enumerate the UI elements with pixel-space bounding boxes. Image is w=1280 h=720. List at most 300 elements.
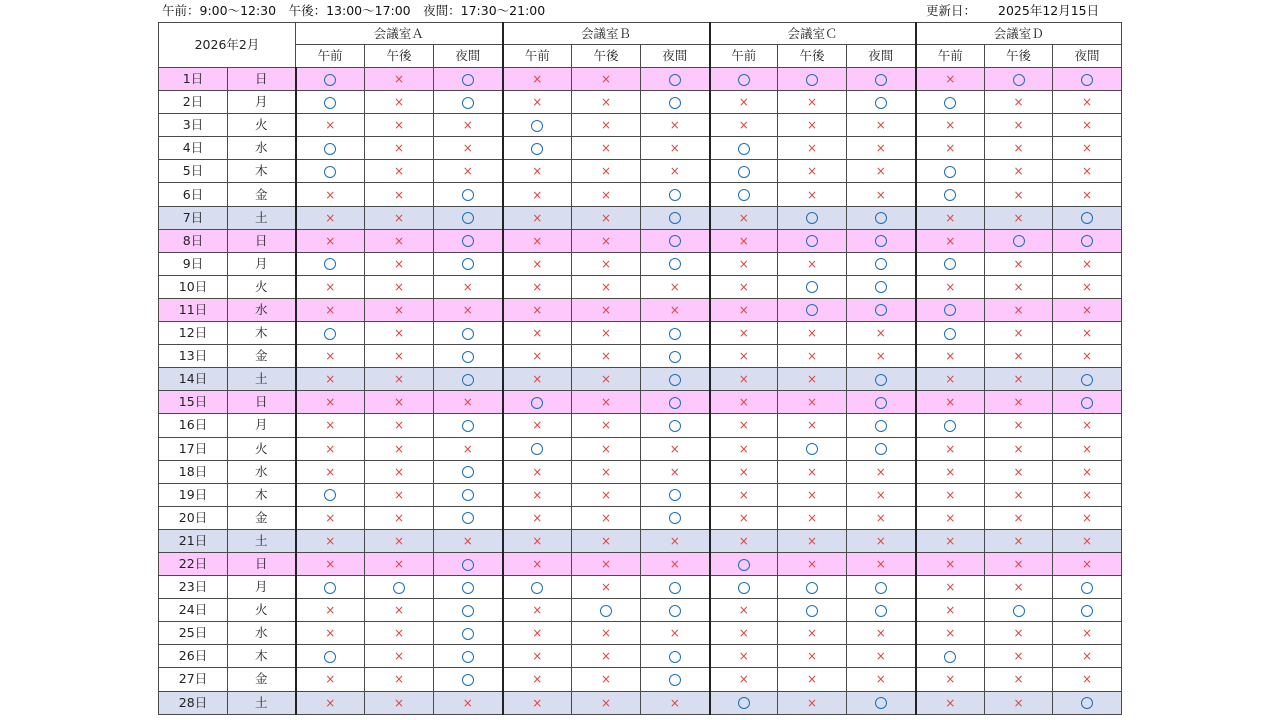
slot-room-c-pm — [778, 691, 847, 714]
unavailable-cross-icon: × — [875, 187, 886, 202]
unavailable-cross-icon: × — [325, 557, 336, 572]
available-circle-icon — [462, 466, 474, 478]
unavailable-cross-icon: × — [1013, 580, 1024, 595]
available-circle-icon — [531, 397, 543, 409]
unavailable-cross-icon: × — [532, 302, 543, 317]
slot-room-a-am — [296, 483, 365, 506]
weekday: 土 — [228, 691, 296, 714]
slot-room-a-pm — [365, 368, 434, 391]
slot-room-a-pm — [365, 622, 434, 645]
available-circle-icon — [324, 166, 336, 178]
unavailable-cross-icon: × — [325, 533, 336, 548]
slot-room-a-pm — [365, 437, 434, 460]
day-row — [159, 183, 1122, 206]
available-circle-icon — [669, 420, 681, 432]
day-number: 11日 — [159, 298, 228, 321]
day-row — [159, 137, 1122, 160]
weekday: 日 — [228, 68, 296, 91]
available-circle-icon — [324, 328, 336, 340]
slot-room-d-pm — [985, 391, 1053, 414]
unavailable-cross-icon: × — [1013, 557, 1024, 572]
updated-info — [926, 3, 1099, 19]
available-circle-icon — [462, 212, 474, 224]
available-circle-icon — [944, 420, 956, 432]
slot-room-b-night — [641, 91, 710, 114]
available-circle-icon — [669, 235, 681, 247]
day-number: 5日 — [159, 160, 228, 183]
slot-room-c-am — [710, 645, 778, 668]
slot-room-d-am — [916, 137, 985, 160]
slot-room-d-pm — [985, 506, 1053, 529]
unavailable-cross-icon: × — [393, 603, 405, 618]
unavailable-cross-icon: × — [600, 672, 612, 687]
slot-room-c-night — [847, 552, 916, 575]
slot-room-d-pm — [985, 599, 1053, 622]
unavailable-cross-icon: × — [1081, 672, 1093, 687]
slot-room-c-am — [710, 529, 778, 552]
slot-room-c-night — [847, 368, 916, 391]
available-circle-icon — [324, 97, 336, 109]
slot-room-d-am — [916, 437, 985, 460]
slot-room-c-night — [847, 322, 916, 345]
slot-room-d-night — [1053, 137, 1122, 160]
day-row — [159, 691, 1122, 714]
slot-room-c-am — [710, 252, 778, 275]
unavailable-cross-icon: × — [393, 395, 405, 410]
unavailable-cross-icon: × — [600, 187, 612, 202]
slot-room-d-night — [1053, 368, 1122, 391]
slot-room-b-am — [503, 322, 572, 345]
slot-room-c-pm — [778, 252, 847, 275]
unavailable-cross-icon: × — [1013, 141, 1024, 156]
slot-room-c-pm — [778, 298, 847, 321]
slot-room-b-pm — [572, 576, 641, 599]
unavailable-cross-icon: × — [600, 695, 612, 710]
slot-room-a-pm — [365, 229, 434, 252]
day-number: 28日 — [159, 691, 228, 714]
unavailable-cross-icon: × — [393, 210, 405, 225]
unavailable-cross-icon: × — [738, 672, 749, 687]
available-circle-icon — [324, 489, 336, 501]
slot-room-c-pm — [778, 391, 847, 414]
slot-room-b-am — [503, 414, 572, 437]
unavailable-cross-icon: × — [738, 395, 749, 410]
slot-room-a-am — [296, 252, 365, 275]
slot-room-a-night — [434, 322, 503, 345]
available-circle-icon — [462, 97, 474, 109]
slot-room-b-pm — [572, 645, 641, 668]
slot-room-b-night — [641, 437, 710, 460]
weekday: 木 — [228, 322, 296, 345]
available-circle-icon — [669, 512, 681, 524]
slot-room-a-am — [296, 576, 365, 599]
available-circle-icon — [462, 374, 474, 386]
slot-room-c-pm — [778, 622, 847, 645]
available-circle-icon — [738, 697, 750, 709]
slot-room-a-night — [434, 437, 503, 460]
slot-room-b-pm — [572, 206, 641, 229]
slot-room-a-pm — [365, 322, 434, 345]
slot-room-a-pm — [365, 460, 434, 483]
unavailable-cross-icon: × — [325, 187, 336, 202]
available-circle-icon — [669, 674, 681, 686]
day-row — [159, 368, 1122, 391]
weekday: 金 — [228, 183, 296, 206]
unavailable-cross-icon: × — [669, 557, 680, 572]
slot-room-c-pm — [778, 414, 847, 437]
available-circle-icon — [462, 674, 474, 686]
slot-room-d-night — [1053, 206, 1122, 229]
slot-room-a-pm — [365, 506, 434, 529]
weekday: 金 — [228, 345, 296, 368]
unavailable-cross-icon: × — [669, 626, 680, 641]
weekday: 火 — [228, 275, 296, 298]
unavailable-cross-icon: × — [875, 510, 886, 525]
unavailable-cross-icon: × — [393, 164, 405, 179]
slot-room-c-night — [847, 529, 916, 552]
weekday: 月 — [228, 576, 296, 599]
unavailable-cross-icon: × — [875, 487, 886, 502]
slot-room-a-night — [434, 160, 503, 183]
day-number: 25日 — [159, 622, 228, 645]
slot-room-b-pm — [572, 229, 641, 252]
slot-room-d-pm — [985, 437, 1053, 460]
slot-room-c-am — [710, 322, 778, 345]
slot-room-d-night — [1053, 437, 1122, 460]
period-am-header: 午前 — [916, 45, 985, 68]
day-row — [159, 552, 1122, 575]
day-row — [159, 298, 1122, 321]
available-circle-icon — [944, 328, 956, 340]
available-circle-icon — [875, 258, 887, 270]
slot-room-d-night — [1053, 691, 1122, 714]
slot-room-b-pm — [572, 114, 641, 137]
unavailable-cross-icon: × — [738, 510, 749, 525]
slot-room-c-pm — [778, 645, 847, 668]
slot-room-b-am — [503, 391, 572, 414]
slot-room-c-am — [710, 368, 778, 391]
slot-room-d-night — [1053, 298, 1122, 321]
slot-room-d-pm — [985, 68, 1053, 91]
slot-room-c-am — [710, 391, 778, 414]
available-circle-icon — [462, 559, 474, 571]
slot-room-a-am — [296, 599, 365, 622]
unavailable-cross-icon: × — [1081, 187, 1093, 202]
unavailable-cross-icon: × — [393, 141, 405, 156]
unavailable-cross-icon: × — [1013, 533, 1024, 548]
unavailable-cross-icon: × — [1013, 672, 1024, 687]
unavailable-cross-icon: × — [738, 95, 749, 110]
unavailable-cross-icon: × — [532, 672, 543, 687]
slot-room-a-pm — [365, 345, 434, 368]
unavailable-cross-icon: × — [806, 649, 818, 664]
available-circle-icon — [738, 74, 750, 86]
slot-room-d-am — [916, 345, 985, 368]
day-row — [159, 345, 1122, 368]
unavailable-cross-icon: × — [1013, 372, 1024, 387]
slot-room-b-night — [641, 114, 710, 137]
slot-room-a-night — [434, 622, 503, 645]
slot-room-a-am — [296, 68, 365, 91]
slot-room-d-am — [916, 206, 985, 229]
unavailable-cross-icon: × — [806, 510, 818, 525]
weekday: 水 — [228, 298, 296, 321]
weekday: 水 — [228, 137, 296, 160]
unavailable-cross-icon: × — [945, 487, 956, 502]
day-number: 18日 — [159, 460, 228, 483]
day-number: 21日 — [159, 529, 228, 552]
slot-room-d-night — [1053, 322, 1122, 345]
available-circle-icon — [531, 443, 543, 455]
slot-room-b-pm — [572, 391, 641, 414]
slot-room-b-pm — [572, 552, 641, 575]
unavailable-cross-icon: × — [600, 118, 612, 133]
slot-room-b-pm — [572, 368, 641, 391]
available-circle-icon — [806, 235, 818, 247]
unavailable-cross-icon: × — [945, 118, 956, 133]
unavailable-cross-icon: × — [945, 279, 956, 294]
unavailable-cross-icon: × — [325, 395, 336, 410]
unavailable-cross-icon: × — [532, 603, 543, 618]
slot-room-d-night — [1053, 668, 1122, 691]
slot-room-d-night — [1053, 275, 1122, 298]
business-hours-note: 午前：9:00～12:30 午後：13:00～17:00 夜間：17:30～21:00 — [162, 3, 546, 18]
unavailable-cross-icon: × — [806, 395, 818, 410]
unavailable-cross-icon: × — [1081, 510, 1093, 525]
unavailable-cross-icon: × — [669, 164, 680, 179]
slot-room-d-pm — [985, 483, 1053, 506]
slot-room-d-am — [916, 483, 985, 506]
unavailable-cross-icon: × — [462, 533, 473, 548]
available-circle-icon — [875, 605, 887, 617]
day-number: 22日 — [159, 552, 228, 575]
unavailable-cross-icon: × — [532, 164, 543, 179]
unavailable-cross-icon: × — [945, 580, 956, 595]
slot-room-b-am — [503, 645, 572, 668]
day-number: 24日 — [159, 599, 228, 622]
unavailable-cross-icon: × — [669, 302, 680, 317]
unavailable-cross-icon: × — [393, 649, 405, 664]
slot-room-d-am — [916, 160, 985, 183]
slot-room-d-night — [1053, 529, 1122, 552]
available-circle-icon — [462, 328, 474, 340]
slot-room-a-pm — [365, 691, 434, 714]
slot-room-d-night — [1053, 391, 1122, 414]
available-circle-icon — [669, 489, 681, 501]
available-circle-icon — [669, 97, 681, 109]
slot-room-c-am — [710, 622, 778, 645]
slot-room-d-night — [1053, 414, 1122, 437]
slot-room-c-am — [710, 437, 778, 460]
unavailable-cross-icon: × — [325, 210, 336, 225]
unavailable-cross-icon: × — [1081, 302, 1093, 317]
slot-room-d-am — [916, 552, 985, 575]
unavailable-cross-icon: × — [875, 649, 886, 664]
slot-room-c-night — [847, 275, 916, 298]
available-circle-icon — [531, 120, 543, 132]
room-b-header: 会議室Ｂ — [503, 23, 710, 45]
available-circle-icon — [669, 397, 681, 409]
unavailable-cross-icon: × — [1013, 395, 1024, 410]
slot-room-a-am — [296, 345, 365, 368]
unavailable-cross-icon: × — [945, 464, 956, 479]
unavailable-cross-icon: × — [532, 418, 543, 433]
available-circle-icon — [462, 651, 474, 663]
slot-room-b-am — [503, 460, 572, 483]
available-circle-icon — [531, 143, 543, 155]
available-circle-icon — [738, 166, 750, 178]
unavailable-cross-icon: × — [600, 626, 612, 641]
slot-room-b-night — [641, 552, 710, 575]
weekday: 月 — [228, 252, 296, 275]
day-row — [159, 252, 1122, 275]
slot-room-c-am — [710, 506, 778, 529]
unavailable-cross-icon: × — [325, 418, 336, 433]
period-night-header: 夜間 — [434, 45, 503, 68]
slot-room-b-am — [503, 552, 572, 575]
available-circle-icon — [806, 582, 818, 594]
available-circle-icon — [1081, 605, 1093, 617]
slot-room-c-am — [710, 298, 778, 321]
slot-room-b-night — [641, 506, 710, 529]
slot-room-c-am — [710, 345, 778, 368]
unavailable-cross-icon: × — [393, 302, 405, 317]
slot-room-b-pm — [572, 275, 641, 298]
slot-room-d-night — [1053, 576, 1122, 599]
slot-room-b-night — [641, 414, 710, 437]
slot-room-a-pm — [365, 298, 434, 321]
available-circle-icon — [738, 143, 750, 155]
available-circle-icon — [738, 189, 750, 201]
unavailable-cross-icon: × — [1081, 95, 1093, 110]
room-a-header: 会議室Ａ — [296, 23, 503, 45]
unavailable-cross-icon: × — [1081, 164, 1093, 179]
weekday: 月 — [228, 414, 296, 437]
slot-room-c-pm — [778, 68, 847, 91]
slot-room-c-night — [847, 668, 916, 691]
slot-room-c-pm — [778, 552, 847, 575]
unavailable-cross-icon: × — [738, 233, 749, 248]
day-number: 3日 — [159, 114, 228, 137]
unavailable-cross-icon: × — [600, 95, 612, 110]
slot-room-a-am — [296, 391, 365, 414]
slot-room-c-pm — [778, 599, 847, 622]
unavailable-cross-icon: × — [738, 533, 749, 548]
unavailable-cross-icon: × — [1013, 326, 1024, 341]
unavailable-cross-icon: × — [600, 233, 612, 248]
unavailable-cross-icon: × — [1081, 141, 1093, 156]
slot-room-a-pm — [365, 91, 434, 114]
slot-room-b-am — [503, 206, 572, 229]
unavailable-cross-icon: × — [806, 118, 818, 133]
weekday: 日 — [228, 391, 296, 414]
unavailable-cross-icon: × — [945, 510, 956, 525]
slot-room-b-pm — [572, 622, 641, 645]
unavailable-cross-icon: × — [1081, 626, 1093, 641]
slot-room-d-pm — [985, 275, 1053, 298]
available-circle-icon — [875, 697, 887, 709]
available-circle-icon — [1081, 74, 1093, 86]
available-circle-icon — [462, 351, 474, 363]
slot-room-d-night — [1053, 91, 1122, 114]
available-circle-icon — [324, 651, 336, 663]
slot-room-d-night — [1053, 599, 1122, 622]
day-row — [159, 529, 1122, 552]
weekday: 土 — [228, 206, 296, 229]
slot-room-c-am — [710, 552, 778, 575]
unavailable-cross-icon: × — [738, 603, 749, 618]
slot-room-d-pm — [985, 91, 1053, 114]
unavailable-cross-icon: × — [532, 372, 543, 387]
unavailable-cross-icon: × — [875, 118, 886, 133]
slot-room-c-pm — [778, 483, 847, 506]
slot-room-b-pm — [572, 483, 641, 506]
unavailable-cross-icon: × — [945, 349, 956, 364]
slot-room-c-night — [847, 506, 916, 529]
unavailable-cross-icon: × — [1081, 349, 1093, 364]
slot-room-b-pm — [572, 252, 641, 275]
available-circle-icon — [875, 443, 887, 455]
slot-room-c-am — [710, 229, 778, 252]
available-circle-icon — [875, 582, 887, 594]
day-row — [159, 460, 1122, 483]
unavailable-cross-icon: × — [325, 603, 336, 618]
unavailable-cross-icon: × — [532, 326, 543, 341]
slot-room-b-am — [503, 529, 572, 552]
unavailable-cross-icon: × — [738, 326, 749, 341]
available-circle-icon — [462, 628, 474, 640]
unavailable-cross-icon: × — [532, 510, 543, 525]
slot-room-a-pm — [365, 183, 434, 206]
slot-room-b-am — [503, 576, 572, 599]
weekday: 月 — [228, 91, 296, 114]
available-circle-icon — [738, 582, 750, 594]
slot-room-a-am — [296, 645, 365, 668]
slot-room-a-pm — [365, 275, 434, 298]
slot-room-b-night — [641, 576, 710, 599]
available-circle-icon — [669, 651, 681, 663]
day-row — [159, 391, 1122, 414]
slot-room-c-night — [847, 252, 916, 275]
slot-room-a-night — [434, 506, 503, 529]
weekday: 土 — [228, 368, 296, 391]
slot-room-d-am — [916, 691, 985, 714]
slot-room-a-pm — [365, 252, 434, 275]
slot-room-a-am — [296, 137, 365, 160]
unavailable-cross-icon: × — [806, 164, 818, 179]
available-circle-icon — [875, 235, 887, 247]
slot-room-c-am — [710, 599, 778, 622]
unavailable-cross-icon: × — [669, 695, 680, 710]
slot-room-c-pm — [778, 137, 847, 160]
day-row — [159, 576, 1122, 599]
slot-room-c-night — [847, 298, 916, 321]
unavailable-cross-icon: × — [945, 395, 956, 410]
unavailable-cross-icon: × — [532, 95, 543, 110]
unavailable-cross-icon: × — [393, 441, 405, 456]
unavailable-cross-icon: × — [532, 557, 543, 572]
slot-room-a-night — [434, 668, 503, 691]
weekday: 火 — [228, 437, 296, 460]
slot-room-a-night — [434, 576, 503, 599]
unavailable-cross-icon: × — [600, 72, 612, 87]
slot-room-a-night — [434, 298, 503, 321]
day-number: 9日 — [159, 252, 228, 275]
slot-room-c-night — [847, 91, 916, 114]
slot-room-b-am — [503, 668, 572, 691]
slot-room-c-pm — [778, 229, 847, 252]
weekday: 木 — [228, 483, 296, 506]
